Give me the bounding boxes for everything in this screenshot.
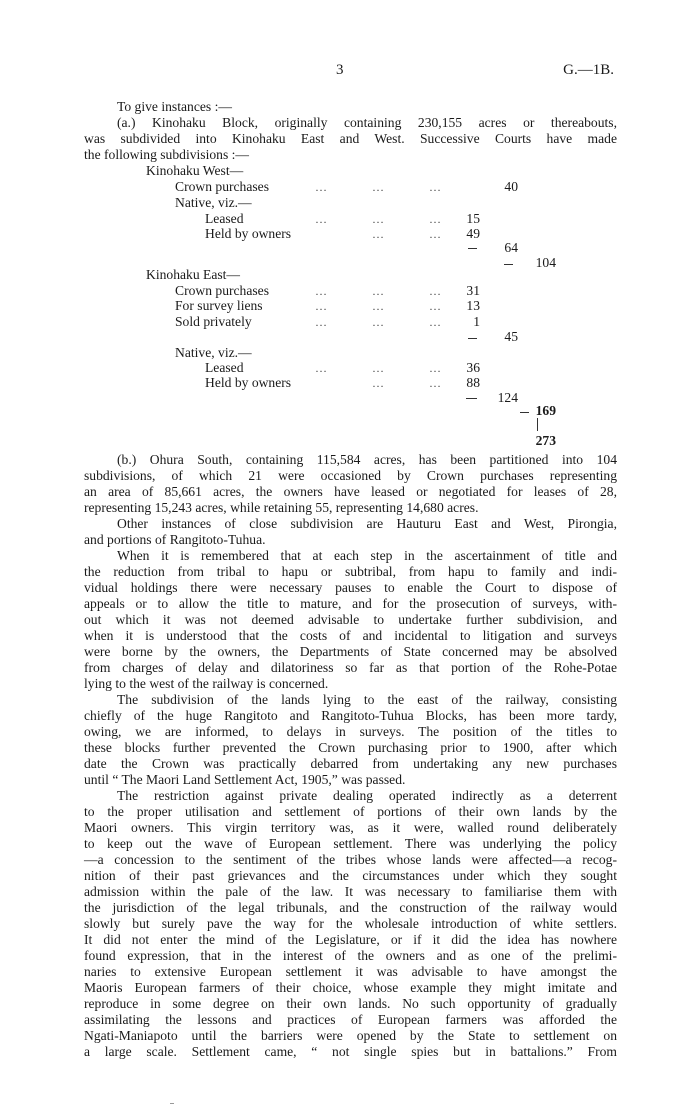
table-value: 1 [473, 314, 480, 329]
leader-dots: … … … [315, 315, 442, 329]
para-subdivision-line: until “ The Maori Land Settlement Act, 1905,” was passed. [84, 772, 406, 787]
leader-dots: … … … [315, 361, 442, 375]
para-when-line: out which it was not deemed advisable to undertake further subdivision, and [84, 612, 617, 627]
table-label: Native, viz.— [175, 195, 252, 210]
para-when-line: lying to the west of the railway is concerned. [84, 676, 329, 691]
para-restriction-line: Maori owners. This virgin territory was, as it were, walled round deliberately [84, 820, 617, 835]
para-restriction-line: reproduce in some degree on their own lands. No such opportunity of gradually [84, 996, 617, 1011]
table-grand-total: 273 [535, 433, 556, 448]
para-subdivision-line: date the Crown was practically debarred from undertaking any new purchases [84, 756, 617, 771]
para-when-line: vidual holdings there were necessary pauses to enable the Court to dispose of [84, 580, 617, 595]
para-a-line: (a.) Kinohaku Block, originally containing 230,155 acres or thereabouts, [117, 115, 617, 130]
para-restriction-line: a large scale. Settlement came, “ not single spies but in battalions.” From [84, 1044, 617, 1059]
para-b-line: representing 15,243 acres, while retaining 55, representing 14,680 acres. [84, 500, 479, 515]
sum-rule [468, 248, 477, 249]
para-b-line: an area of 85,661 acres, the owners have leased or negotiated for leases of 28, [84, 484, 617, 499]
table-label: Held by owners [205, 375, 292, 390]
para-restriction-line: to keep out the wave of European settlement. There was underlying the policy [84, 836, 617, 851]
leader-dots: … … … [315, 284, 442, 298]
para-restriction-line: slowly but surely pave the way for the wholesale introduction of white settlers. [84, 916, 617, 931]
page-number: 3 [336, 62, 344, 78]
para-restriction-line: Ngati-Maniapoto until the barriers were opened by the State to settlement on [84, 1028, 617, 1043]
para-when-line: When it is remembered that at each step in the ascertainment of title and [117, 548, 617, 563]
document-reference: G.—1B. [563, 62, 614, 78]
table-label: Native, viz.— [175, 345, 252, 360]
para-subdivision-line: these blocks further prevented the Crown purchasing prior to 1900, after which [84, 740, 617, 755]
para-restriction-line: Maoris European farmers of their choice, whose example they might imitate and [84, 980, 617, 995]
sum-rule [520, 412, 529, 413]
table-label: Crown purchases [175, 179, 270, 194]
sum-rule [504, 264, 513, 265]
para-subdivision-line: chiefly of the huge Rangitoto and Rangitoto-Tuhua Blocks, has been more tardy, [84, 708, 617, 723]
table-subtotal: 45 [504, 329, 518, 344]
para-b-line: (b.) Ohura South, containing 115,584 acres, has been partitioned into 104 [117, 452, 617, 467]
table-value: 49 [466, 226, 480, 241]
table-total: 169 [535, 403, 556, 418]
page-header [0, 62, 700, 82]
para-restriction-line: naries to extensive European settlement it was advisable to have amongst the [84, 964, 617, 979]
para-when-line: when it is understood that the costs of and incidental to litigation and surveys [84, 628, 617, 643]
para-restriction-line: The restriction against private dealing operated indirectly as a deterrent [117, 788, 617, 803]
scan-mark [170, 1103, 174, 1104]
table-value: 15 [466, 211, 480, 226]
table-subtotal: 64 [504, 240, 518, 255]
table-heading-east: Kinohaku East— [146, 267, 241, 282]
table-value: 13 [466, 298, 480, 313]
table-value: 36 [466, 360, 480, 375]
table-label: Crown purchases [175, 283, 270, 298]
para-other-line: and portions of Rangitoto-Tuhua. [84, 532, 266, 547]
para-when-line: the reduction from tribal to hapu or subtribal, from hapu to family and indi- [84, 564, 617, 579]
leader-dots: … … [372, 227, 442, 241]
leader-dots: … … [372, 376, 442, 390]
para-restriction-line: nition of their past grievances and the circumstances under which they sought [84, 868, 617, 883]
table-heading-west: Kinohaku West— [146, 163, 244, 178]
para-restriction-line: —a concession to the sentiment of the tribes whose lands were affected—a recog- [84, 852, 617, 867]
para-b-line: subdivisions, of which 21 were occasioned by Crown purchases representing [84, 468, 617, 483]
para-subdivision-line: The subdivision of the lands lying to the east of the railway, consisting [117, 692, 617, 707]
para-a-line: was subdivided into Kinohaku East and West. Successive Courts have made [84, 131, 617, 146]
table-subtotal: 124 [497, 390, 518, 405]
para-a-line: the following subdivisions :— [84, 147, 250, 162]
table-value: 88 [466, 375, 480, 390]
para-restriction-line: the jurisdiction of the legal tribunals, and the construction of the railway would [84, 900, 617, 915]
sum-rule [468, 338, 477, 339]
sum-rule [537, 418, 538, 431]
table-total: 104 [535, 255, 556, 270]
para-other-line: Other instances of close subdivision are Hauturu East and West, Pirongia, [117, 516, 617, 531]
para-restriction-line: found expression, that in the interest of the owners and as one of the prelimi- [84, 948, 617, 963]
para-when-line: were borne by the owners, the Departments of State concerned may be absolved [84, 644, 617, 659]
intro-line: To give instances :— [117, 99, 232, 114]
table-label: Sold privately [175, 314, 252, 329]
para-restriction-line: admission within the pale of the law. It was necessary to familiarise them with [84, 884, 617, 899]
para-subdivision-line: owing, we are informed, to delays in surveys. The position of the titles to [84, 724, 617, 739]
para-when-line: from charges of delay and dilatoriness so far as that portion of the Rohe-Potae [84, 660, 617, 675]
para-restriction-line: to the proper utilisation and settlement of portions of their own lands by the [84, 804, 617, 819]
sum-rule [466, 398, 477, 399]
table-label: Held by owners [205, 226, 292, 241]
para-restriction-line: It did not enter the mind of the Legislature, or if it did the idea has nowhere [84, 932, 617, 947]
leader-dots: … … … [315, 299, 442, 313]
table-label: Leased [205, 360, 244, 375]
leader-dots: … … … [315, 180, 442, 194]
para-when-line: appeals or to allow the title to mature, and for the prosecution of surveys, with- [84, 596, 617, 611]
para-restriction-line: assimilating the lessons and practices of European farmers was afforded the [84, 1012, 617, 1027]
table-value: 31 [466, 283, 480, 298]
table-value: 40 [504, 179, 518, 194]
table-label: For survey liens [175, 298, 263, 313]
leader-dots: … … … [315, 212, 442, 226]
table-label: Leased [205, 211, 244, 226]
